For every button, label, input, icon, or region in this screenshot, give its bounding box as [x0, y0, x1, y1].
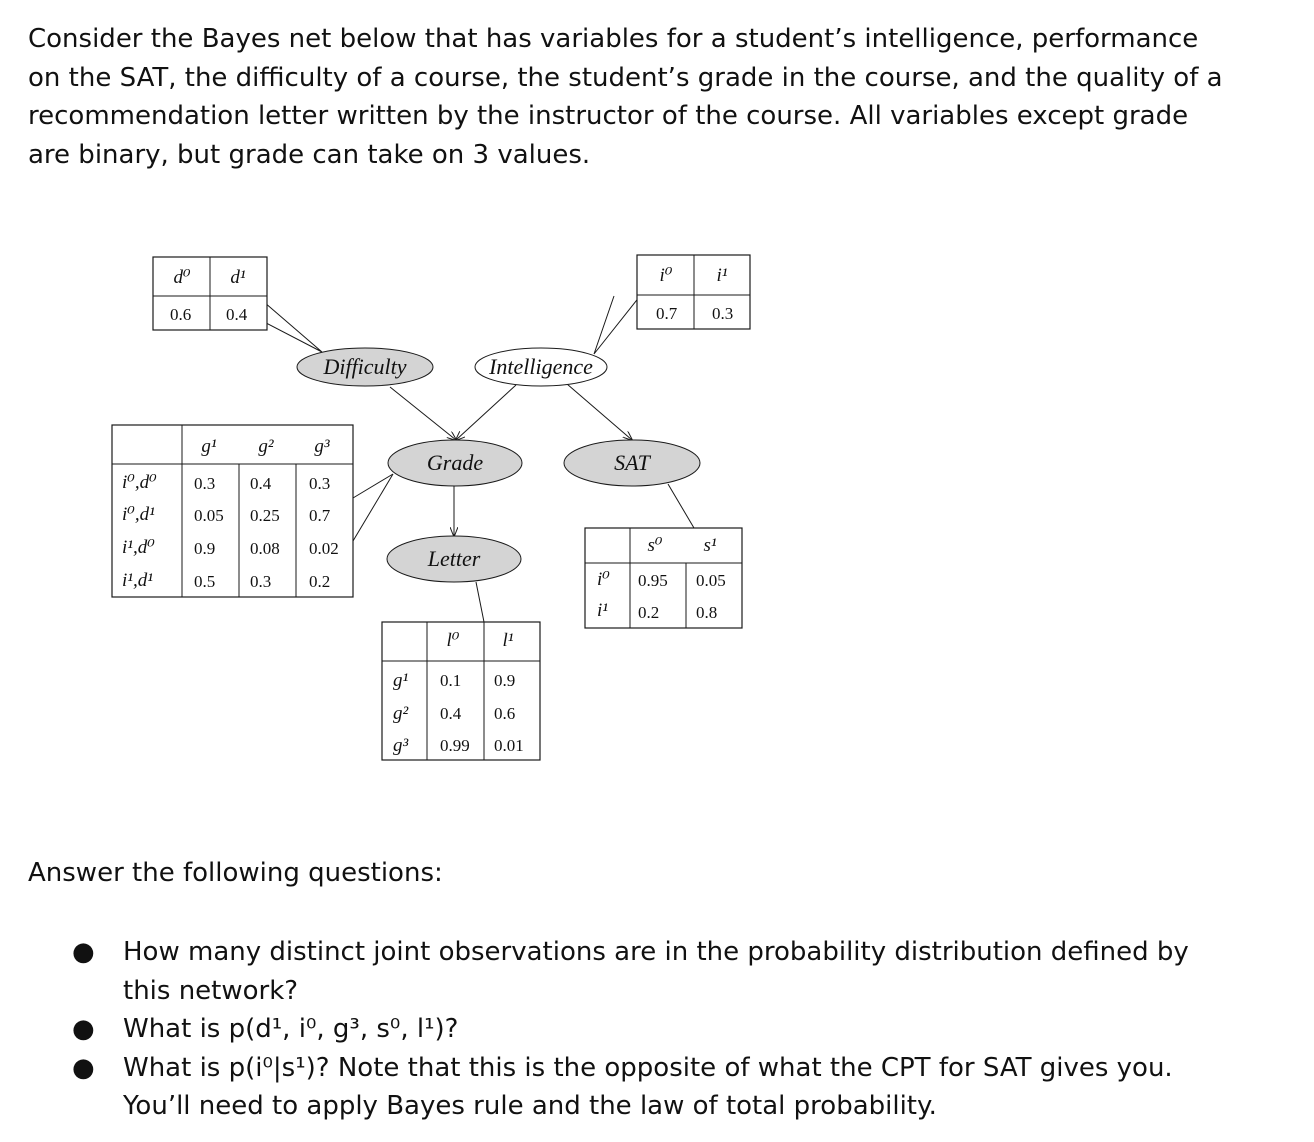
- cpt-grade-cell: 0.4: [250, 474, 272, 493]
- cpt-sat-row-label: i⁰: [597, 569, 610, 590]
- cpt-grade-header: g¹: [201, 436, 217, 457]
- node-letter: [387, 536, 521, 582]
- callout-grade: [353, 474, 393, 541]
- cpt-intelligence-table: [637, 255, 750, 329]
- question-item: [0, 933, 1233, 1010]
- intro-line-2: on the SAT, the difficulty of a course, the student’s grade in the course, and the quality of a: [28, 62, 1223, 93]
- node-difficulty-label: Difficulty: [323, 354, 407, 379]
- cpt-letter-cell: 0.99: [440, 736, 470, 755]
- cpt-difficulty-header: d¹: [230, 267, 246, 288]
- cpt-grade-row-label: i¹,d⁰: [122, 537, 155, 558]
- edge-difficulty-grade: [390, 387, 456, 440]
- cpt-letter-header: l⁰: [446, 630, 460, 651]
- cpt-letter-cell: 0.1: [440, 671, 462, 690]
- cpt-grade-cell: 0.9: [194, 539, 216, 558]
- callout-letter: [476, 582, 540, 622]
- cpt-letter-table: [382, 622, 540, 760]
- edge-intelligence-sat: [567, 384, 632, 440]
- question-3-line-1: What is p(i⁰|s¹)? Note that this is the opposite of what the CPT for SAT gives you.: [123, 1052, 1173, 1083]
- node-grade-label: Grade: [426, 450, 484, 475]
- bullet-icon: ●: [72, 1052, 95, 1083]
- cpt-sat-cell: 0.8: [696, 603, 718, 622]
- question-1-line-2: this network?: [123, 975, 299, 1006]
- cpt-letter-row-label: g²: [393, 703, 409, 724]
- cpt-letter-cell: 0.9: [494, 671, 516, 690]
- node-sat: [564, 440, 700, 486]
- cpt-grade-cell: 0.02: [309, 539, 339, 558]
- cpt-grade-cell: 0.7: [309, 506, 331, 525]
- intro-line-3: recommendation letter written by the instructor of the course. All variables except grade: [28, 101, 1189, 131]
- node-grade: [388, 440, 522, 486]
- cpt-intelligence-value: 0.3: [712, 304, 734, 323]
- question-2: What is p(d¹, i⁰, g³, s⁰, l¹)?: [123, 1014, 459, 1044]
- questions-list: [0, 933, 1314, 1126]
- question-item: [0, 1049, 1233, 1126]
- cpt-sat-cell: 0.95: [638, 571, 668, 590]
- cpt-sat-table: [585, 528, 742, 628]
- node-difficulty: [297, 348, 433, 386]
- cpt-sat-header: s⁰: [647, 535, 663, 556]
- node-intelligence: [475, 348, 607, 386]
- cpt-sat-row-label: i¹: [597, 600, 608, 621]
- question-item: [0, 1010, 1233, 1049]
- question-3-line-2: You’ll need to apply Bayes rule and the law of total probability.: [123, 1091, 937, 1121]
- cpt-grade-row-label: i⁰,d⁰: [122, 472, 157, 493]
- cpt-difficulty-header: d⁰: [173, 267, 191, 288]
- node-sat-label: SAT: [614, 450, 650, 475]
- edge-intelligence-grade: [456, 385, 516, 440]
- cpt-grade-cell: 0.25: [250, 506, 280, 525]
- cpt-grade-row-label: i⁰,d¹: [122, 504, 155, 525]
- cpt-grade-cell: 0.3: [250, 572, 272, 591]
- cpt-sat-header: s¹: [703, 535, 717, 556]
- cpt-letter-cell: 0.4: [440, 704, 462, 723]
- intro-line-1: Consider the Bayes net below that has variables for a student’s intelligence, performance: [28, 24, 1199, 54]
- cpt-grade-header: g³: [314, 436, 330, 457]
- cpt-difficulty-value: 0.4: [226, 305, 248, 324]
- cpt-grade-cell: 0.3: [194, 474, 216, 493]
- cpt-sat-cell: 0.05: [696, 571, 726, 590]
- cpt-grade-table: [112, 425, 353, 597]
- node-letter-label: Letter: [427, 546, 481, 571]
- question-1-line-1: How many distinct joint observations are in the probability distribution defined by: [123, 937, 1189, 967]
- intro-line-4: are binary, but grade can take on 3 values.: [28, 139, 591, 170]
- bullet-icon: ●: [72, 1014, 95, 1044]
- cpt-intelligence-header: i¹: [716, 265, 728, 286]
- cpt-grade-cell: 0.5: [194, 572, 216, 591]
- cpt-sat-cell: 0.2: [638, 603, 660, 622]
- callout-sat: [668, 484, 738, 528]
- cpt-difficulty-table: [153, 257, 267, 330]
- cpt-letter-cell: 0.01: [494, 736, 524, 755]
- bullet-icon: ●: [72, 937, 95, 967]
- cpt-grade-row-label: i¹,d¹: [122, 570, 153, 591]
- callout-intelligence: [594, 296, 640, 354]
- cpt-letter-header: l¹: [502, 630, 514, 651]
- cpt-grade-cell: 0.3: [309, 474, 331, 493]
- cpt-intelligence-value: 0.7: [656, 304, 678, 323]
- cpt-grade-cell: 0.05: [194, 506, 224, 525]
- cpt-letter-cell: 0.6: [494, 704, 516, 723]
- cpt-grade-cell: 0.2: [309, 572, 331, 591]
- cpt-letter-row-label: g¹: [393, 670, 409, 691]
- answer-heading: Answer the following questions:: [28, 858, 443, 888]
- cpt-difficulty-value: 0.6: [170, 305, 192, 324]
- cpt-grade-header: g²: [258, 436, 274, 457]
- cpt-grade-cell: 0.08: [250, 539, 280, 558]
- cpt-intelligence-header: i⁰: [659, 265, 673, 286]
- node-intelligence-label: Intelligence: [489, 354, 593, 379]
- cpt-letter-row-label: g³: [393, 735, 409, 756]
